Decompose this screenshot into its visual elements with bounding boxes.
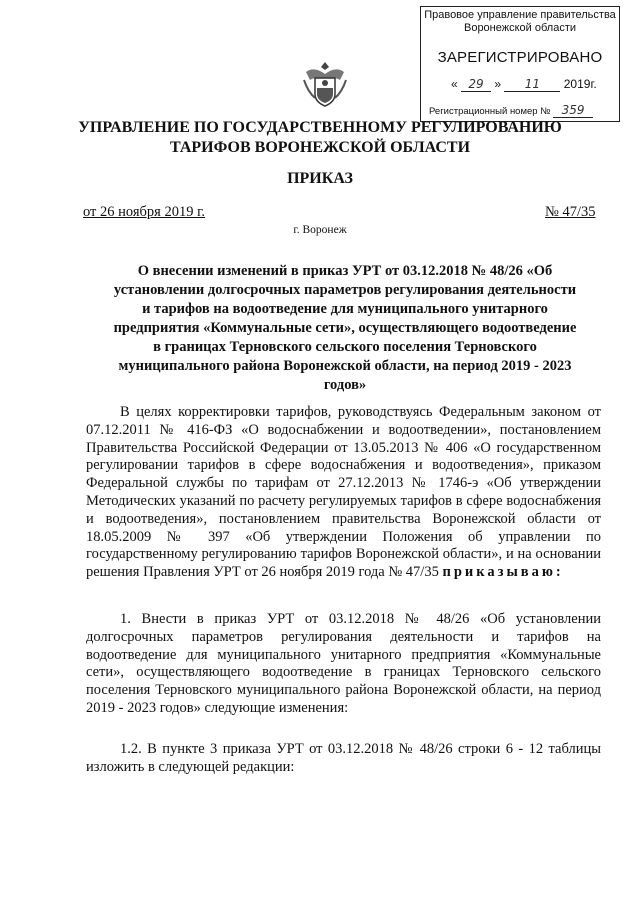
stamp-line-2: Воронежской области: [463, 22, 576, 34]
stamp-line-1: Правовое управление правительства: [424, 9, 616, 21]
document-type: ПРИКАЗ: [287, 170, 353, 187]
preamble-paragraph: [86, 404, 601, 582]
stamp-registered: ЗАРЕГИСТРИРОВАНО: [437, 49, 603, 66]
stamp-authority: [421, 9, 619, 35]
order-subject: О внесении изменений в приказ УРТ от 03.12.2018 № 48/26 «Об установлении долгосрочных параметров регулирования деятельности и тарифов на водоотведение для муниципального унитарного предприятия «Коммунальные сети», осуществляющего водоотведение в границах Терновского сельского поселения Терновского муниципального района Воронежской области, на период 2019 - 2023 годов»: [113, 263, 577, 393]
stamp-date-month: 11: [504, 77, 560, 92]
stamp-date-year: 2019г.: [563, 77, 597, 91]
order-date: от 26 ноября 2019 г.: [83, 204, 206, 220]
registration-stamp: [420, 6, 620, 122]
stamp-number-value: 359: [553, 103, 593, 118]
stamp-date-close-quote: »: [494, 77, 502, 91]
city: г. Воронеж: [293, 224, 347, 236]
stamp-date: [451, 77, 611, 92]
preamble-text: В целях корректировки тарифов, руководствуясь Федеральным законом от 07.12.2011 № 416-ФЗ «О водоснабжении и водоотведении», постановлением Правительства Российской Федерации от 13.05.2013 № 406 «О государственном регулировании тарифов в сфере водоснабжения и водоотведения», приказом Федеральной службы по тарифам от 27.12.2013 № 1746-э «Об утверждении Методических указаний по расчету регулируемых тарифов в сфере водоснабжения и водоотведения», постановлением правительства Воронежской области от 18.05.2009 № 397 «Об утверждении Положения об управлении по государственному регулированию тарифов Воронежской области», и на основании решения Правления УРТ от 26 ноября 2019 года № 47/35: [86, 404, 601, 581]
stamp-date-open-quote: «: [451, 77, 458, 91]
stamp-date-day: 29: [461, 77, 491, 92]
clause-1-paragraph: 1. Внести в приказ УРТ от 03.12.2018 № 48/26 «Об установлении долгосрочных параметров регулирования деятельности и тарифов на водоотведение для муниципального унитарного предприятия «Коммунальные сети», осуществляющего водоотведение в границах Терновского сельского поселения Терновского муниципального района Воронежской области, на период 2019 - 2023 годов» следующие изменения:: [86, 611, 601, 716]
clause-1-2-paragraph: 1.2. В пункте 3 приказа УРТ от 03.12.2018 № 48/26 строки 6 - 12 таблицы изложить в следующей редакции:: [86, 741, 601, 775]
organization-line-2: ТАРИФОВ ВОРОНЕЖСКОЙ ОБЛАСТИ: [169, 139, 471, 156]
stamp-number: [429, 103, 615, 118]
organization-line-1: УПРАВЛЕНИЕ ПО ГОСУДАРСТВЕННОМУ РЕГУЛИРОВАНИЮ: [78, 119, 562, 136]
organization-title: [0, 118, 640, 158]
order-number: № 47/35: [545, 204, 596, 220]
stamp-number-label: Регистрационный номер №: [429, 106, 551, 117]
coat-of-arms-icon: [300, 58, 350, 110]
order-verb: приказываю:: [442, 564, 564, 581]
